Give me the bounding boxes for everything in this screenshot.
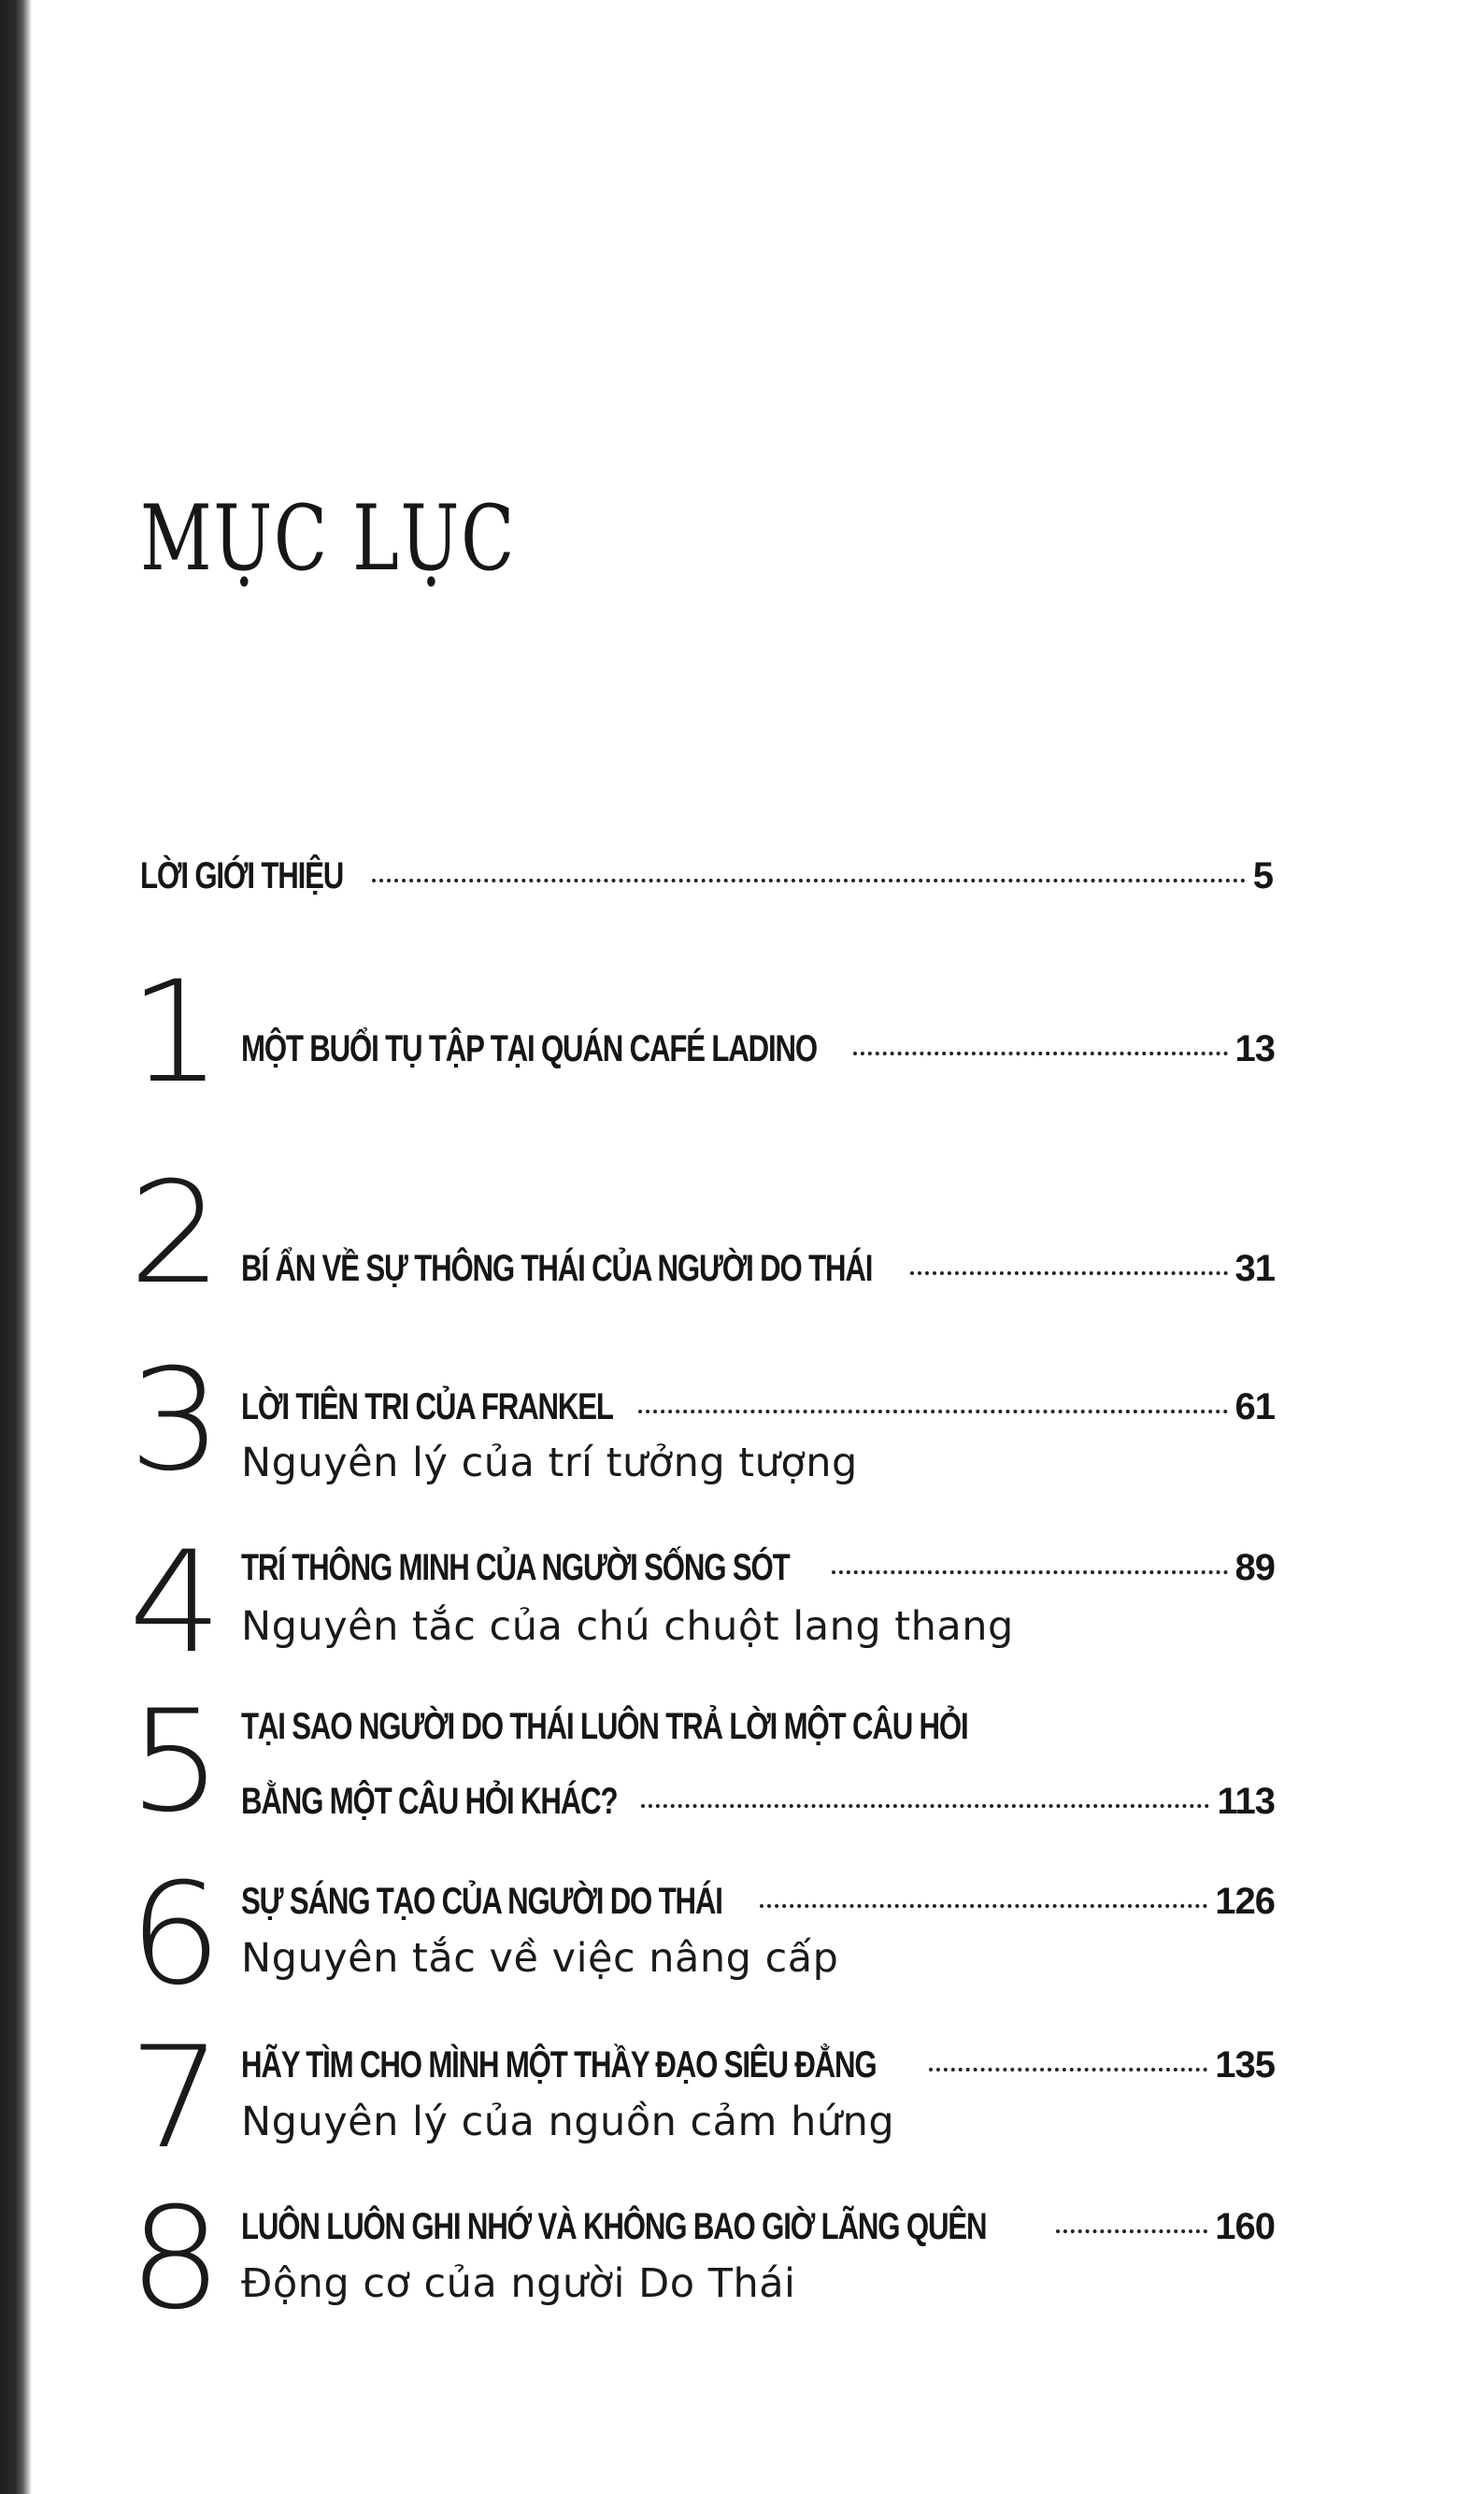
toc-entry-chapter-2[interactable]: [241, 1248, 1275, 1290]
toc-page-number: 61: [1234, 1386, 1275, 1427]
dot-leader: [641, 1804, 1210, 1808]
toc-entry-chapter-6[interactable]: [241, 1881, 1275, 1923]
toc-entry-title: HÃY TÌM CHO MÌNH MỘT THẦY ĐẠO SIÊU ĐẲNG: [241, 2044, 877, 2086]
toc-entry-title: MỘT BUỔI TỤ TẬP TẠI QUÁN CAFÉ LADINO: [241, 1028, 817, 1069]
toc-page-number: 126: [1215, 1881, 1275, 1922]
toc-entry-chapter-5-line2[interactable]: [241, 1781, 1275, 1823]
toc-page-number: 113: [1217, 1781, 1275, 1822]
chapter-subtitle: Nguyên tắc của chú chuột lang thang: [241, 1603, 1014, 1650]
toc-entry-intro[interactable]: [140, 855, 1273, 897]
toc-entry-chapter-8[interactable]: [241, 2206, 1275, 2248]
chapter-subtitle: Nguyên tắc về việc nâng cấp: [241, 1935, 839, 1982]
dot-leader: [372, 879, 1245, 882]
dot-leader: [760, 1904, 1207, 1908]
page-title: MỤC LỤC: [140, 486, 516, 591]
toc-page-number: 31: [1234, 1248, 1275, 1289]
toc-entry-title: BÍ ẨN VỀ SỰ THÔNG THÁI CỦA NGƯỜI DO THÁI: [241, 1248, 873, 1289]
dot-leader: [929, 2068, 1207, 2071]
toc-entry-chapter-1[interactable]: [241, 1028, 1275, 1070]
chapter-number: 3: [128, 1340, 222, 1502]
toc-entry-chapter-4[interactable]: [241, 1547, 1275, 1589]
toc-page-number: 89: [1234, 1547, 1275, 1588]
chapter-subtitle: Nguyên lý của nguồn cảm hứng: [241, 2099, 895, 2145]
toc-entry-chapter-7[interactable]: [241, 2044, 1275, 2086]
toc-entry-title: LUÔN LUÔN GHI NHỚ VÀ KHÔNG BAO GIỜ LÃNG QUÊN: [241, 2206, 987, 2247]
chapter-subtitle: Động cơ của người Do Thái: [241, 2260, 796, 2307]
toc-entry-chapter-5-line1[interactable]: [241, 1706, 1173, 1748]
chapter-number: 1: [128, 952, 222, 1114]
toc-page-number: 160: [1215, 2206, 1275, 2247]
dot-leader: [832, 1570, 1228, 1574]
dot-leader: [910, 1271, 1228, 1275]
toc-page-number: 13: [1234, 1028, 1275, 1069]
dot-leader: [853, 1052, 1228, 1055]
toc-entry-title: BẰNG MỘT CÂU HỎI KHÁC?: [241, 1781, 618, 1822]
chapter-number: 8: [128, 2178, 222, 2341]
chapter-number: 4: [128, 1522, 222, 1684]
toc-entry-title: LỜI GIỚI THIỆU: [140, 855, 344, 896]
chapter-number: 2: [128, 1153, 222, 1315]
dot-leader: [1056, 2229, 1207, 2233]
toc-page-number: 135: [1215, 2044, 1275, 2086]
toc-entry-title: LỜI TIÊN TRI CỦA FRANKEL: [241, 1386, 613, 1427]
toc-entry-chapter-3[interactable]: [241, 1386, 1275, 1428]
chapter-number: 7: [128, 2017, 222, 2180]
toc-entry-title: SỰ SÁNG TẠO CỦA NGƯỜI DO THÁI: [241, 1881, 722, 1922]
chapter-number: 5: [128, 1681, 222, 1843]
toc-entry-title: TRÍ THÔNG MINH CỦA NGƯỜI SỐNG SÓT: [241, 1547, 790, 1588]
chapter-subtitle: Nguyên lý của trí tưởng tượng: [241, 1440, 858, 1486]
chapter-number: 6: [128, 1854, 222, 2016]
book-spine-shadow: [0, 0, 32, 2494]
toc-entry-title: TẠI SAO NGƯỜI DO THÁI LUÔN TRẢ LỜI MỘT CÂU HỎI: [241, 1706, 968, 1747]
toc-page-number: 5: [1252, 855, 1273, 896]
dot-leader: [638, 1410, 1228, 1413]
